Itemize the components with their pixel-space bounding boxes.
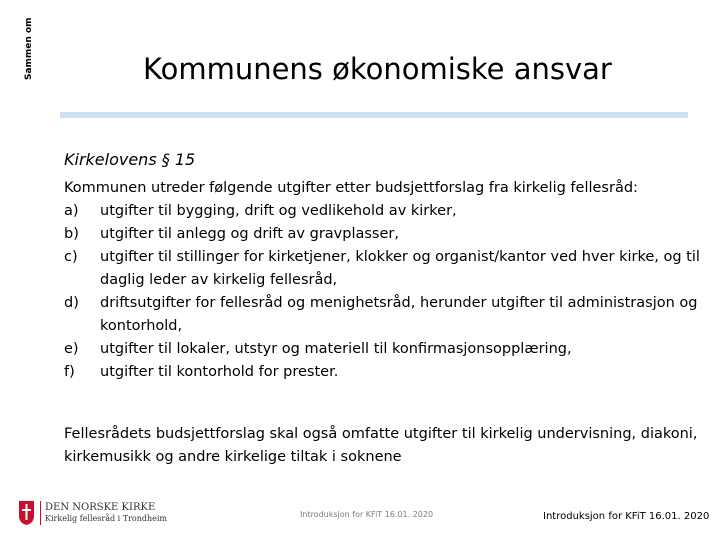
logo-line-1: DEN NORSKE KIRKE: [45, 502, 156, 513]
expense-list: [64, 200, 704, 384]
list-item: [64, 200, 704, 223]
closing-paragraph: Fellesrådets budsjettforslag skal også omfatte utgifter til kirkelig undervisning, diakoni, kirkemusikk og andre kirkelige tiltak i soknene: [64, 426, 698, 465]
footer-center-text: Introduksjon for KFiT 16.01. 2020: [300, 510, 434, 519]
list-marker: c): [64, 249, 78, 265]
list-item-text: utgifter til lokaler, utstyr og materiell til konfirmasjonsopplæring,: [100, 341, 572, 357]
list-item: [64, 246, 704, 292]
body-text: [64, 177, 704, 384]
list-item: [64, 223, 704, 246]
section-subtitle: Kirkelovens § 15: [64, 150, 196, 169]
list-item-text: utgifter til anlegg og drift av gravplasser,: [100, 226, 399, 242]
list-marker: f): [64, 364, 75, 380]
list-item: [64, 292, 704, 338]
title-underline-bar: [60, 112, 688, 118]
list-marker: b): [64, 226, 79, 242]
page-title: Kommunens økonomiske ansvar: [143, 52, 612, 86]
list-marker: e): [64, 341, 79, 357]
logo-wordmark: [45, 502, 167, 524]
list-item-text: utgifter til stillinger for kirketjener, klokker og organist/kantor ved hver kirke, og til daglig leder av kirkelig fellesråd,: [100, 249, 700, 288]
list-item-text: utgifter til bygging, drift og vedlikehold av kirker,: [100, 203, 457, 219]
side-label: Sammen om: [24, 17, 34, 80]
list-item-text: driftsutgifter for fellesråd og menighetsråd, herunder utgifter til administrasjon og kontorhold,: [100, 295, 698, 334]
list-item: [64, 338, 704, 361]
list-marker: d): [64, 295, 79, 311]
intro-paragraph: Kommunen utreder følgende utgifter etter budsjettforslag fra kirkelig fellesråd:: [64, 180, 638, 196]
church-logo: [18, 500, 167, 526]
list-marker: a): [64, 203, 79, 219]
logo-divider: [40, 501, 41, 525]
logo-line-2: Kirkelig fellesråd i Trondheim: [45, 514, 168, 523]
list-item: [64, 361, 704, 384]
list-item-text: utgifter til kontorhold for prester.: [100, 364, 339, 380]
footer-right-text: Introduksjon for KFiT 16.01. 2020: [543, 511, 710, 522]
church-emblem-icon: [18, 500, 35, 526]
